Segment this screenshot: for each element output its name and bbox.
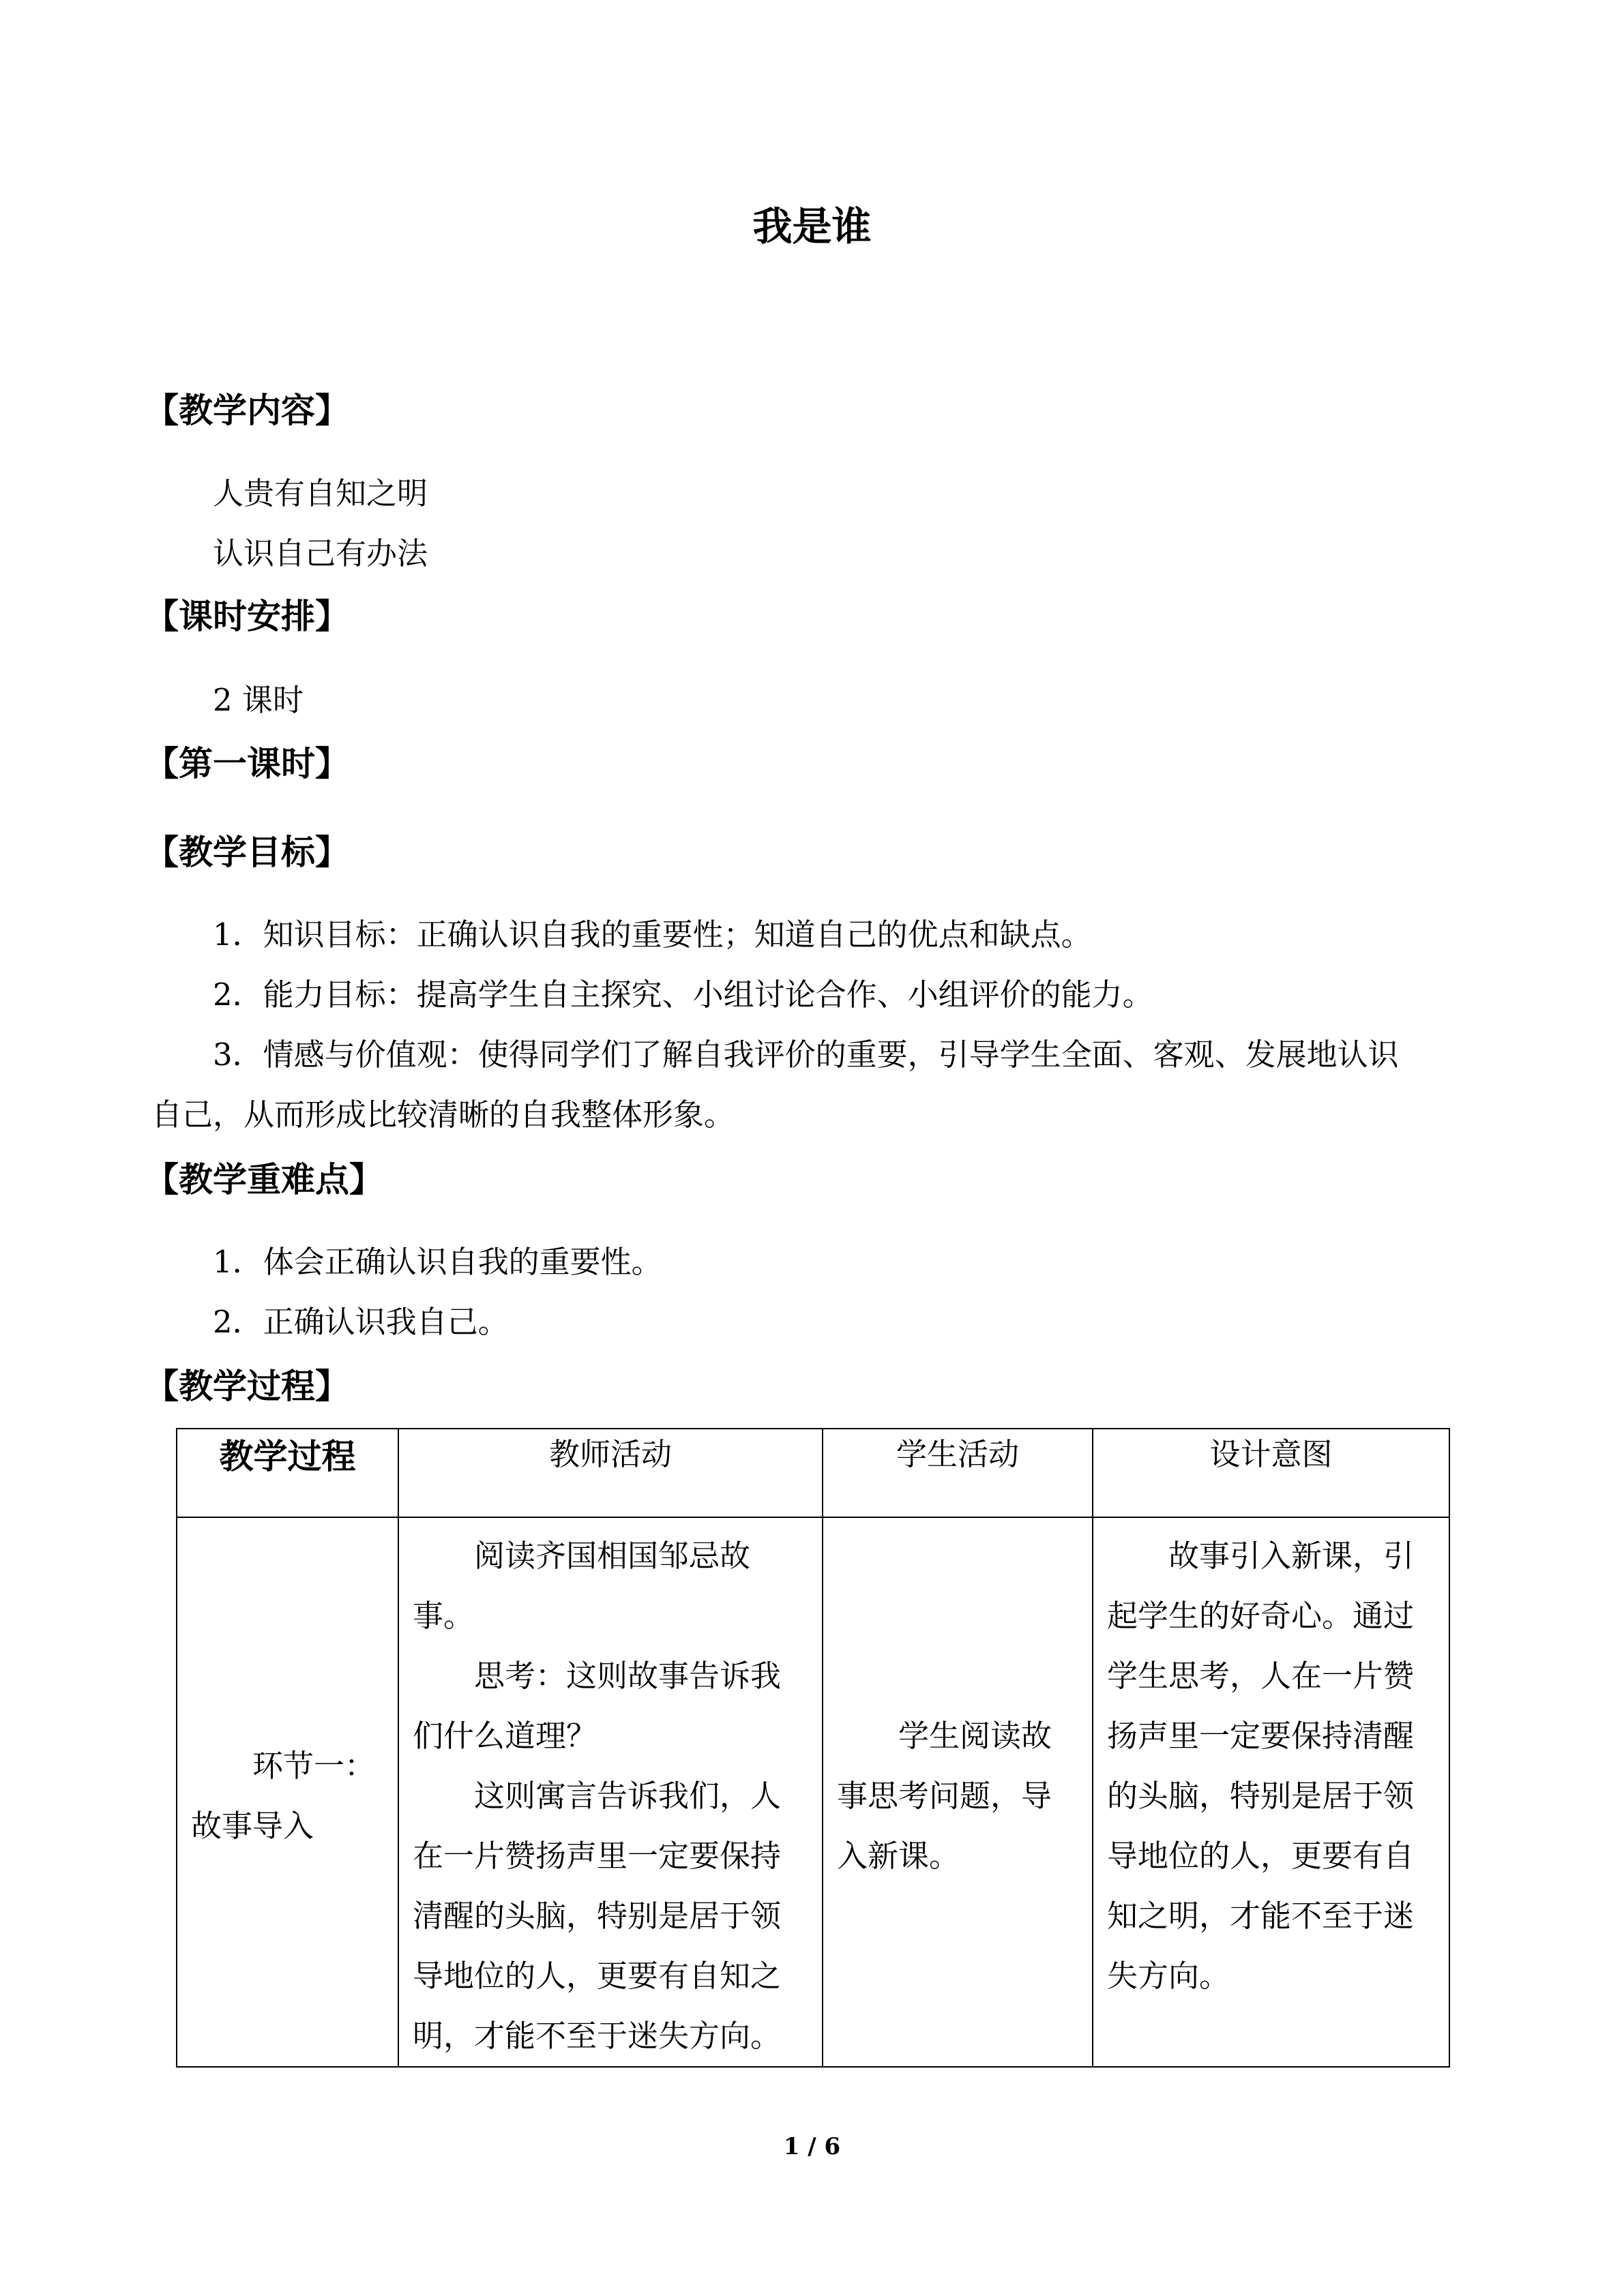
header-design-intent: 设计意图 [1093, 1429, 1449, 1517]
teacher-text [399, 1518, 822, 2066]
heading-process: 【教学过程】 [145, 1367, 349, 1406]
key-point-2: 2．正确认识我自己。 [213, 1304, 509, 1340]
teacher-paragraph-2: 思考：这则故事告诉我们什么道理？ [413, 1658, 782, 1754]
process-table [176, 1428, 1450, 2068]
table-row [177, 1517, 1449, 2067]
cell-student [823, 1517, 1093, 2067]
cell-intent [1093, 1517, 1449, 2067]
intent-text: 故事引入新课，引起学生的好奇心。通过学生思考，人在一片赞扬声里一定要保持清醒的头脑，特别是居于领导地位的人，更要有自知之明，才能不至于迷失方向。 [1107, 1538, 1415, 1994]
heading-teaching-content: 【教学内容】 [145, 391, 349, 430]
header-student-activity: 学生活动 [823, 1429, 1093, 1517]
cell-teacher [398, 1517, 823, 2067]
student-text: 学生阅读故事思考问题，导入新课。 [837, 1718, 1052, 1874]
page-number: 1 / 6 [783, 2133, 841, 2160]
table-header-row [177, 1429, 1449, 1517]
schedule-value: 2 课时 [213, 682, 304, 718]
teacher-paragraph-1: 阅读齐国相国邹忌故事。 [413, 1538, 751, 1634]
content-item-2: 认识自己有办法 [213, 535, 428, 571]
heading-key-points: 【教学重难点】 [145, 1160, 383, 1199]
header-stage: 教学过程 [177, 1429, 398, 1517]
goal-3-continued: 自己，从而形成比较清晰的自我整体形象。 [151, 1097, 735, 1133]
key-point-1: 1．体会正确认识自我的重要性。 [213, 1244, 662, 1280]
document-title: 我是谁 [752, 203, 872, 250]
content-item-1: 人贵有自知之明 [213, 475, 428, 511]
goal-1: 1．知识目标：正确认识自我的重要性；知道自己的优点和缺点。 [213, 916, 1092, 953]
cell-stage [177, 1517, 398, 2067]
teacher-paragraph-3: 这则寓言告诉我们，人在一片赞扬声里一定要保持清醒的头脑，特别是居于领导地位的人，更要有自知之明，才能不至于迷失方向。 [413, 1778, 782, 2054]
header-teacher-activity: 教师活动 [398, 1429, 823, 1517]
stage-text: 环节一：故事导入 [191, 1748, 376, 1844]
heading-goals: 【教学目标】 [145, 833, 349, 872]
heading-first-lesson: 【第一课时】 [145, 744, 349, 784]
goal-3: 3．情感与价值观：使得同学们了解自我评价的重要，引导学生全面、客观、发展地认识 [213, 1037, 1399, 1073]
goal-2: 2．能力目标：提高学生自主探究、小组讨论合作、小组评价的能力。 [213, 976, 1153, 1013]
heading-schedule: 【课时安排】 [145, 597, 349, 636]
